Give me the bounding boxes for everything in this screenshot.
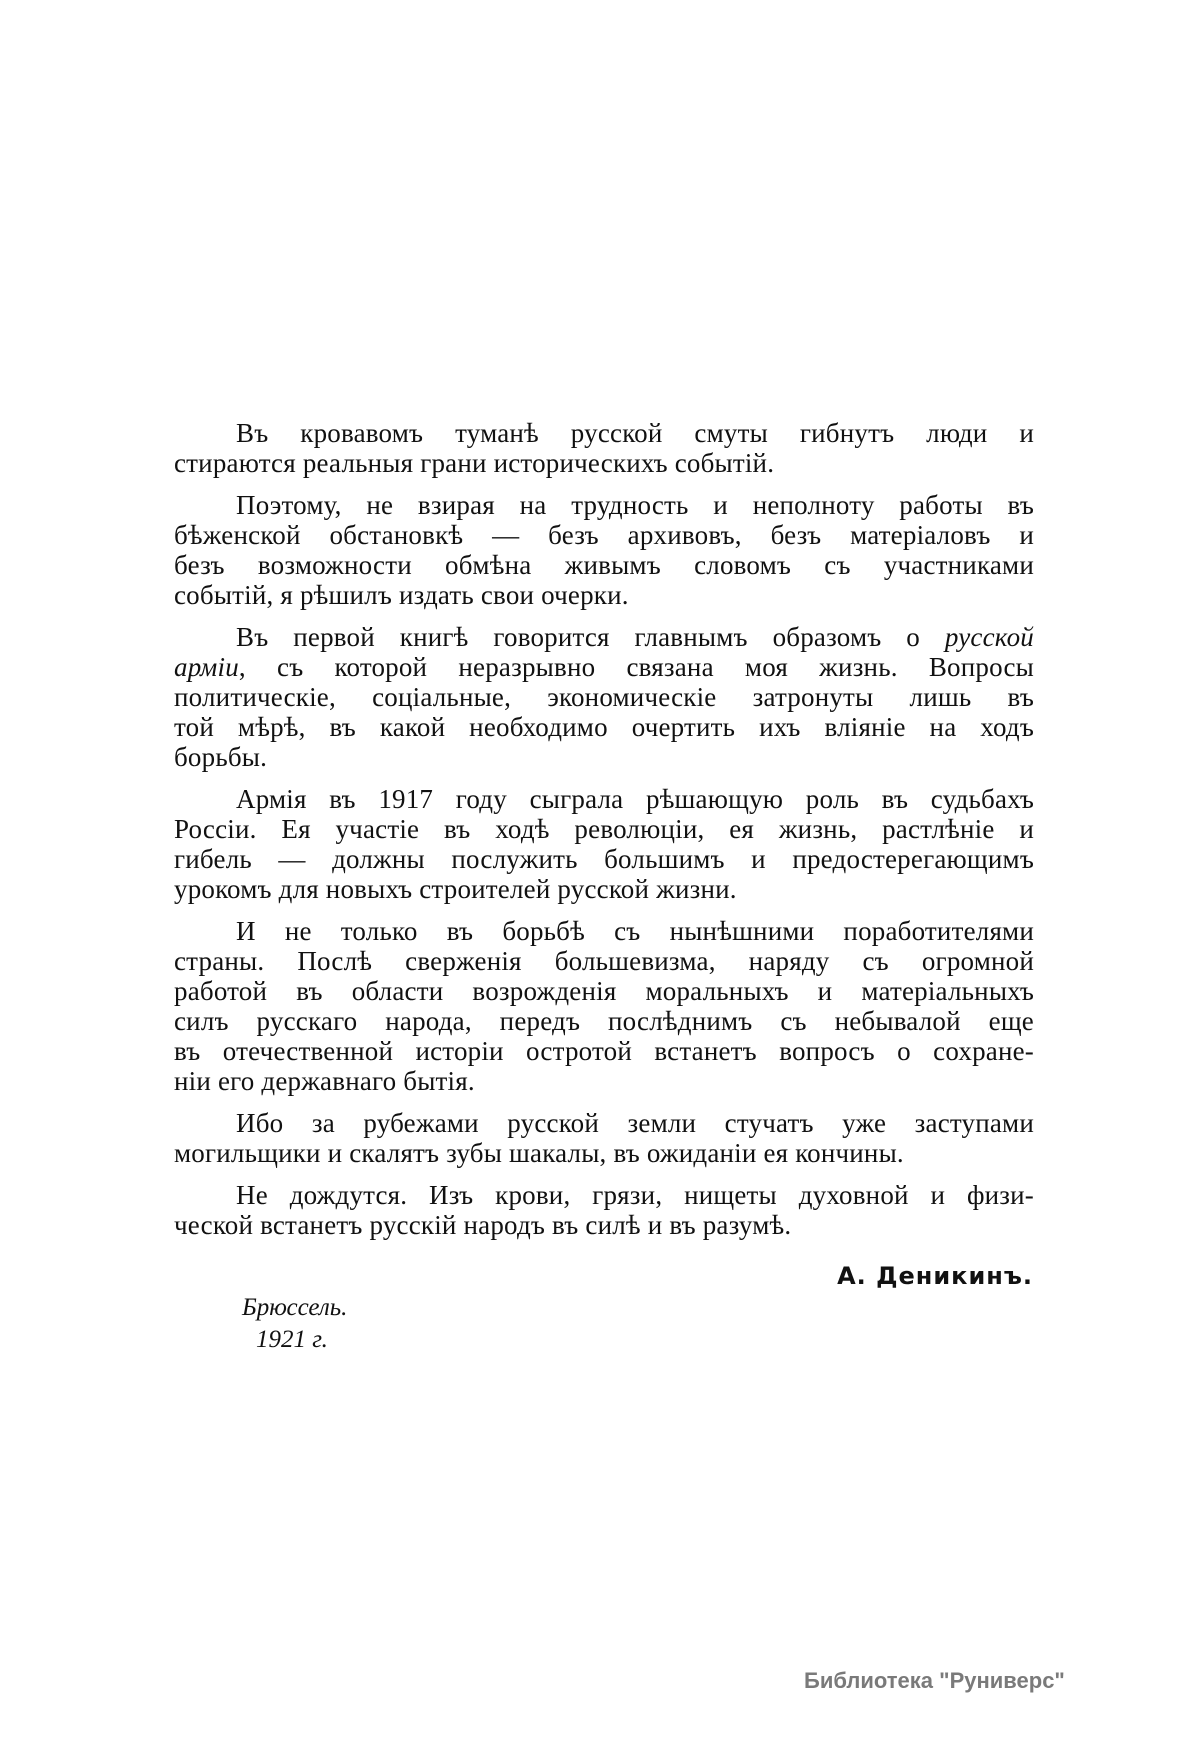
text-segment: событій, я рѣшилъ издать свои очерки.	[174, 580, 629, 610]
text-line	[174, 784, 1034, 814]
text-segment: той мѣрѣ, въ какой необходимо очертить ихъ вліяніе на ходъ	[174, 712, 1034, 742]
paragraph	[174, 1180, 1034, 1240]
text-segment: гибель — должны послужить большимъ и предостерегающимъ	[174, 844, 1034, 874]
text-line	[174, 976, 1034, 1006]
text-line	[174, 874, 1034, 904]
text-segment: , съ которой неразрывно связана моя жизнь. Вопросы	[238, 652, 1034, 682]
year-of-writing: 1921 г.	[256, 1326, 328, 1353]
italic-text: арміи	[174, 652, 239, 682]
text-segment: ческой встанетъ русскій народъ въ силѣ и въ разумѣ.	[174, 1210, 792, 1240]
text-line	[174, 916, 1034, 946]
author-signature: А. Деникинъ.	[837, 1262, 1033, 1290]
paragraph	[174, 490, 1034, 610]
paragraph	[174, 1108, 1034, 1168]
place-of-writing: Брюссель.	[242, 1294, 348, 1321]
text-line	[174, 1138, 1034, 1168]
text-line	[174, 712, 1034, 742]
text-segment: Россіи. Ея участіе въ ходѣ революціи, ея жизнь, растлѣніе и	[174, 814, 1034, 844]
text-line	[174, 622, 1034, 652]
text-segment: бѣженской обстановкѣ — безъ архивовъ, безъ матеріаловъ и	[174, 520, 1034, 550]
paragraph	[174, 622, 1034, 772]
text-line	[174, 418, 1034, 448]
text-segment: силъ русскаго народа, передъ послѣднимъ съ небывалой еще	[174, 1006, 1034, 1036]
text-line	[174, 946, 1034, 976]
italic-text: русской	[944, 622, 1034, 652]
text-line	[174, 1066, 1034, 1096]
text-line	[174, 1006, 1034, 1036]
text-line	[174, 520, 1034, 550]
text-line	[174, 1036, 1034, 1066]
text-segment: страны. Послѣ сверженія большевизма, наряду съ огромной	[174, 946, 1034, 976]
text-line	[174, 550, 1034, 580]
text-segment: въ отечественной исторіи остротой встанетъ вопросъ о сохране-	[174, 1036, 1034, 1066]
text-segment: Ибо за рубежами русской земли стучатъ уже заступами	[236, 1108, 1034, 1138]
text-segment: Не дождутся. Изъ крови, грязи, нищеты духовной и физи-	[236, 1180, 1034, 1210]
text-segment: ніи его державнаго бытія.	[174, 1066, 475, 1096]
paragraph	[174, 784, 1034, 904]
text-line	[174, 448, 1034, 478]
text-segment: безъ возможности обмѣна живымъ словомъ съ участниками	[174, 550, 1034, 580]
preface-text	[174, 418, 1034, 1252]
text-line	[174, 814, 1034, 844]
text-segment: урокомъ для новыхъ строителей русской жизни.	[174, 874, 737, 904]
text-line	[174, 580, 1034, 610]
text-line	[174, 652, 1034, 682]
text-segment: борьбы.	[174, 742, 268, 772]
text-segment: Въ кровавомъ туманѣ русской смуты гибнутъ люди и	[236, 418, 1034, 448]
text-segment: Армія въ 1917 году сыграла рѣшающую роль въ судьбахъ	[236, 784, 1034, 814]
paragraph	[174, 418, 1034, 478]
text-segment: Въ первой книгѣ говорится главнымъ образомъ о	[236, 622, 945, 652]
text-segment: Поэтому, не взирая на трудность и неполноту работы въ	[236, 490, 1034, 520]
text-line	[174, 742, 1034, 772]
text-segment: политическіе, соціальные, экономическіе затронуты лишь въ	[174, 682, 1034, 712]
text-line	[174, 844, 1034, 874]
text-line	[174, 1180, 1034, 1210]
text-segment: И не только въ борьбѣ съ нынѣшними поработителями	[236, 916, 1034, 946]
text-line	[174, 1108, 1034, 1138]
text-line	[174, 682, 1034, 712]
text-line	[174, 1210, 1034, 1240]
text-segment: стираются реальныя грани историческихъ событій.	[174, 448, 775, 478]
text-segment: работой въ области возрожденія моральныхъ и матеріальныхъ	[174, 976, 1034, 1006]
library-watermark: Библиотека "Руниверс"	[804, 1668, 1065, 1693]
paragraph	[174, 916, 1034, 1096]
text-line	[174, 490, 1034, 520]
text-segment: могильщики и скалятъ зубы шакалы, въ ожиданіи ея кончины.	[174, 1138, 904, 1168]
